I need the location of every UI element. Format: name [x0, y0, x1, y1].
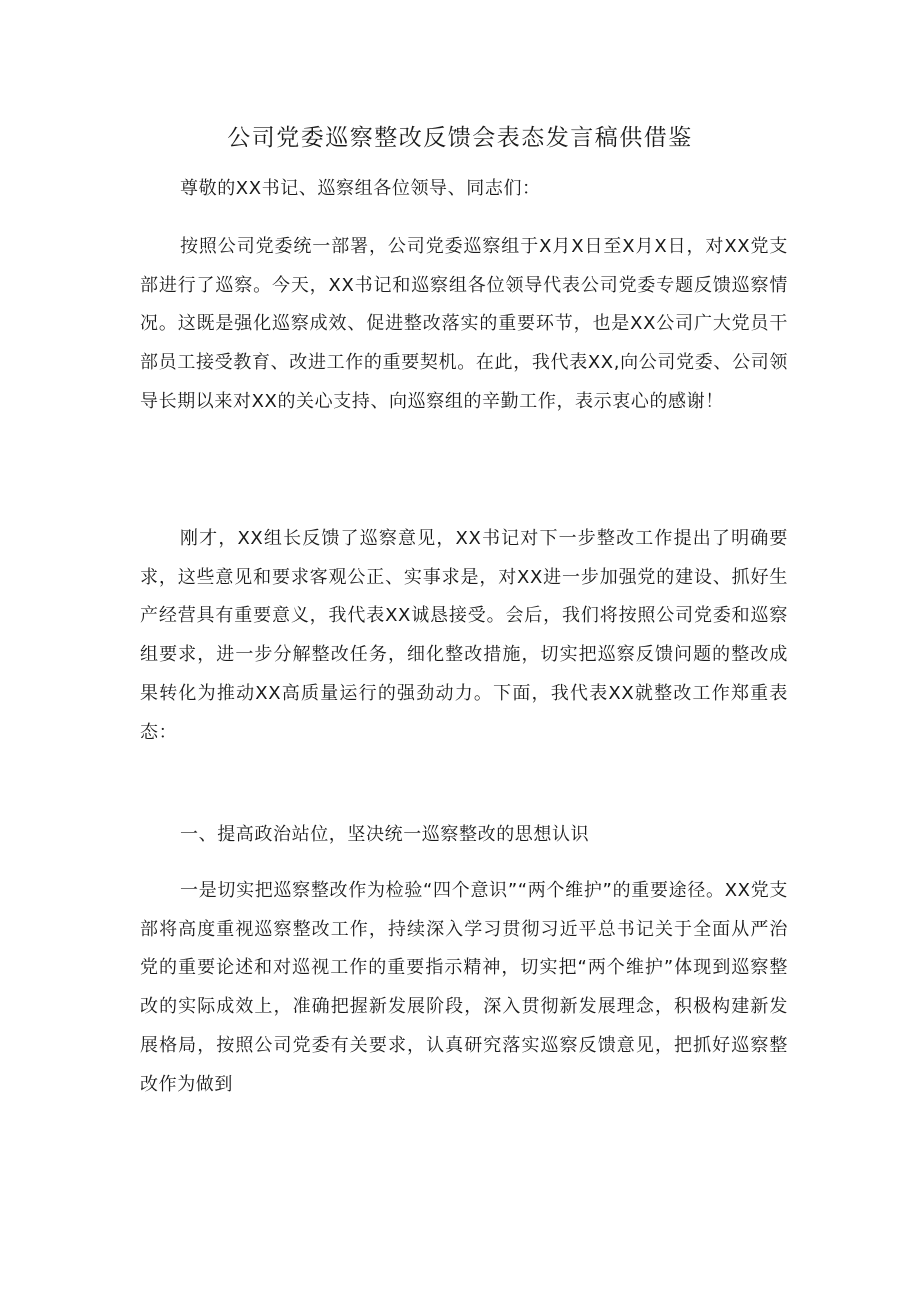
- paragraph-1: 按照公司党委统一部署，公司党委巡察组于X月X日至X月X日，对XX党支部进行了巡察。今天，XX书记和巡察组各位领导代表公司党委专题反馈巡察情况。这既是强化巡察成效、促进整改落实的重要环节，也是XX公司广大党员干部员工接受教育、改进工作的重要契机。在此，我代表XX,向公司党委、公司领导长期以来对XX的关心支持、向巡察组的辛勤工作，表示衷心的感谢！: [140, 236, 788, 412]
- salutation: 尊敬的XX书记、巡察组各位领导、同志们：: [180, 178, 541, 199]
- paragraph-2: 刚才，XX组长反馈了巡察意见，XX书记对下一步整改工作提出了明确要求，这些意见和要求客观公正、实事求是，对XX进一步加强党的建设、抓好生产经营具有重要意义，我代表XX诚恳接受。会后，我们将按照公司党委和巡察组要求，进一步分解整改任务，细化整改措施，切实把巡察反馈问题的整改成果转化为推动XX高质量运行的强劲动力。下面，我代表XX就整改工作郑重表态：: [140, 528, 788, 743]
- section-heading-1: 一、提高政治站位，坚决统一巡察整改的思想认识: [180, 824, 590, 845]
- document-title: 公司党委巡察整改反馈会表态发言稿供借鉴: [227, 125, 693, 151]
- section-1-paragraph-1: 一是切实把巡察整改作为检验“四个意识”“两个维护”的重要途径。XX党支部将高度重视巡察整改工作，持续深入学习贯彻习近平总书记关于全面从严治党的重要论述和对巡视工作的重要指示精神，切实把“两个维护”体现到巡察整改的实际成效上，准确把握新发展阶段，深入贯彻新发展理念，积极构建新发展格局，按照公司党委有关要求，认真研究落实巡察反馈意见，把抓好巡察整改作为做到: [140, 880, 788, 1095]
